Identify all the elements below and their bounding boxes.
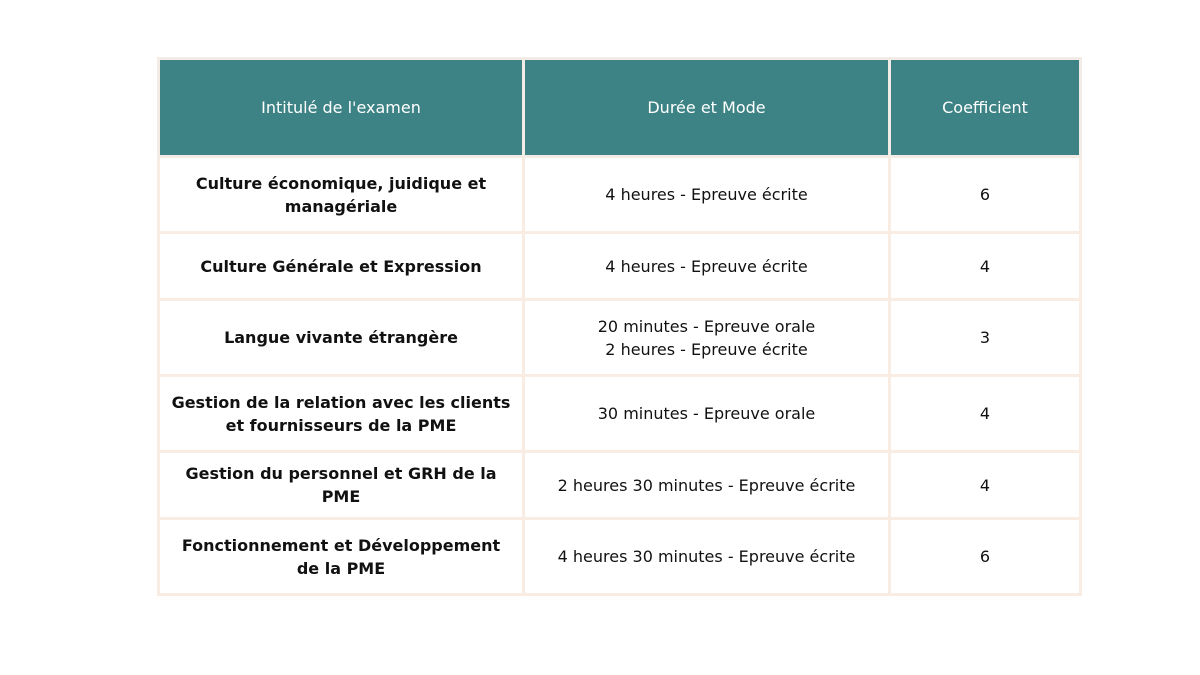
exam-name: Culture économique, juidique et managériale bbox=[159, 157, 524, 233]
mode-line: 4 heures - Epreuve écrite bbox=[605, 185, 808, 204]
table-row bbox=[159, 233, 1081, 300]
table-body bbox=[159, 157, 1081, 595]
exam-duration-mode bbox=[524, 519, 890, 595]
exam-coefficient: 6 bbox=[890, 519, 1081, 595]
header-coefficient: Coefficient bbox=[890, 59, 1081, 157]
mode-line: 20 minutes - Epreuve orale bbox=[597, 316, 816, 336]
table-row bbox=[159, 157, 1081, 233]
exam-duration-mode bbox=[524, 233, 890, 300]
exam-name: Gestion de la relation avec les clients et fournisseurs de la PME bbox=[159, 376, 524, 452]
mode-line: 30 minutes - Epreuve orale bbox=[597, 404, 816, 423]
table-header bbox=[159, 59, 1081, 157]
exam-table bbox=[157, 57, 1082, 596]
exam-duration-mode bbox=[524, 452, 890, 519]
exam-duration-mode bbox=[524, 157, 890, 233]
header-duration-mode: Durée et Mode bbox=[524, 59, 890, 157]
exam-name: Langue vivante étrangère bbox=[159, 300, 524, 376]
exam-coefficient: 3 bbox=[890, 300, 1081, 376]
mode-line: 2 heures - Epreuve écrite bbox=[605, 339, 808, 359]
exam-coefficient: 4 bbox=[890, 233, 1081, 300]
exam-coefficient: 6 bbox=[890, 157, 1081, 233]
table-row bbox=[159, 452, 1081, 519]
mode-line: 2 heures 30 minutes - Epreuve écrite bbox=[557, 475, 856, 495]
mode-line: 4 heures - Epreuve écrite bbox=[605, 256, 808, 276]
header-row bbox=[159, 59, 1081, 157]
exam-duration-mode bbox=[524, 300, 890, 376]
mode-line: 4 heures 30 minutes - Epreuve écrite bbox=[557, 547, 856, 566]
table-row bbox=[159, 376, 1081, 452]
table-row bbox=[159, 519, 1081, 595]
exam-name: Culture Générale et Expression bbox=[159, 233, 524, 300]
table-row bbox=[159, 300, 1081, 376]
exam-coefficient: 4 bbox=[890, 452, 1081, 519]
exam-coefficient: 4 bbox=[890, 376, 1081, 452]
header-exam-title: Intitulé de l'examen bbox=[159, 59, 524, 157]
exam-name: Fonctionnement et Développement de la PME bbox=[159, 519, 524, 595]
exam-name: Gestion du personnel et GRH de la PME bbox=[159, 452, 524, 519]
exam-duration-mode bbox=[524, 376, 890, 452]
